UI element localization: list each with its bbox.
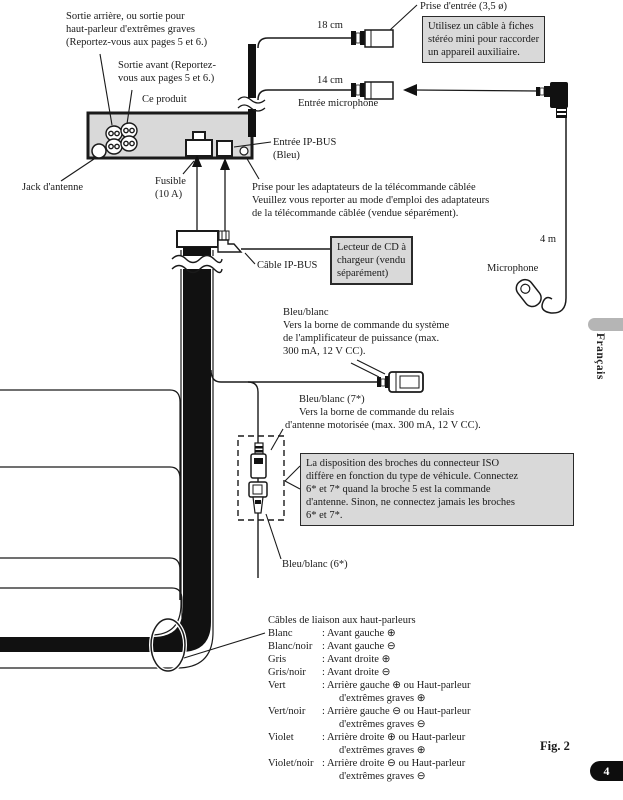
rear-output-label: Sortie arrière, ou sortie pour haut-parleur d'extrêmes graves (Reportez-vous aux pages 5 et 6.) xyxy=(66,11,208,48)
iso-note-box: La disposition des broches du connecteur ISO diffère en fonction du type de véhicule. Connectez 6* et 7* quand la broche 5 est la commande d'antenne. Sinon, ne connectez jamais les broches 6* et 7*. xyxy=(300,453,574,526)
length-4m-label: 4 m xyxy=(540,234,557,245)
figure-label: Fig. 2 xyxy=(540,739,570,753)
ipbus-cable-pointer xyxy=(245,253,255,264)
input-jack-pointer xyxy=(390,5,417,30)
bullet-connector-female xyxy=(249,482,267,513)
harness-cable xyxy=(0,268,211,652)
speaker-row: Violet/noir : Arrière droite ⊖ ou Haut-parleur d'extrêmes graves ⊖ xyxy=(268,758,466,782)
speaker-row: Gris : Avant droite ⊕ xyxy=(268,654,391,665)
remote-adapter-port-icon xyxy=(240,147,248,155)
iso-note-wedge xyxy=(285,466,300,481)
ipbus-cable-label: Câble IP-BUS xyxy=(257,260,318,271)
ipbus-input-label: Entrée IP-BUS (Bleu) xyxy=(273,137,337,161)
fuse-pointer xyxy=(183,161,194,174)
this-product-label: Ce produit xyxy=(142,94,187,105)
relay-label-pointer xyxy=(271,429,283,450)
fuse-label: Fusible (10 A) xyxy=(155,176,186,200)
front-output-label: Sortie avant (Reportez- vous aux pages 5 et 6.) xyxy=(118,60,216,84)
amp-control-label: Bleu/blanc Vers la borne de commande du système de l'amplificateur de puissance (max. 300 mA, 12 V CC). xyxy=(283,307,450,357)
microphone-icon xyxy=(513,276,544,309)
language-tab-bar xyxy=(588,318,623,331)
antenna-pointer xyxy=(61,159,94,181)
speaker-row: Blanc/noir : Avant gauche ⊖ xyxy=(268,641,396,652)
bullet-connector-male xyxy=(251,443,266,478)
microphone-label: Microphone xyxy=(487,263,539,274)
antenna-jack-label: Jack d'antenne xyxy=(22,182,84,193)
left-lead-2 xyxy=(0,467,180,600)
harness-connector-block xyxy=(177,231,218,247)
language-tab-label: Français xyxy=(594,333,606,380)
cable-bundle-bar xyxy=(248,44,256,137)
speaker-row: Violet : Arrière droite ⊕ ou Haut-parleur d'extrêmes graves ⊕ xyxy=(268,732,466,756)
mic-input-label: Entrée microphone xyxy=(298,98,379,109)
ipbus-port-icon xyxy=(217,141,232,156)
page-number: 4 xyxy=(603,763,610,778)
spade-terminal-icon xyxy=(377,372,423,392)
wired-remote-label: Prise pour les adaptateurs de la télécommande câblée Veuillez vous reporter au mode d'emploi des adaptateurs de la télécommande câblée (vendue séparément). xyxy=(252,182,490,219)
left-lead-1 xyxy=(0,390,180,600)
left-lead-3 xyxy=(0,558,180,600)
relay-control-label: Bleu/blanc (7*) Vers la borne de commande du relais d'antenne motorisée (max. 300 mA, 12 V CC). xyxy=(285,394,481,431)
length-18cm-label: 18 cm xyxy=(317,20,343,31)
up-arrowhead xyxy=(220,158,230,170)
main-harness xyxy=(0,231,265,671)
speaker-legend-title: Câbles de liaison aux haut-parleurs xyxy=(268,615,416,626)
head-unit-drawing xyxy=(88,113,252,158)
amp-label-pointer xyxy=(351,363,379,377)
speaker-row: Vert/noir : Arrière gauche ⊖ ou Haut-parleur d'extrêmes graves ⊖ xyxy=(268,706,471,730)
remote-port-pointer xyxy=(246,157,259,179)
aux-plug-icon xyxy=(351,30,393,47)
length-14cm-label: 14 cm xyxy=(317,75,343,86)
mic-cord xyxy=(542,118,566,313)
relay-control-wire xyxy=(248,382,258,578)
aux-lead-18cm xyxy=(258,38,351,48)
speaker-row: Gris/noir : Avant droite ⊖ xyxy=(268,667,391,678)
aux-note-box: Utilisez un câble à fiches stéréo mini pour raccorder un appareil auxiliaire. xyxy=(422,16,545,63)
speaker-row: Vert : Arrière gauche ⊕ ou Haut-parleur d'extrêmes graves ⊕ xyxy=(268,680,471,704)
left-lead-4 xyxy=(0,588,182,628)
blue-white-6-label: Bleu/blanc (6*) xyxy=(282,559,348,570)
ipbus-elbow-connector xyxy=(218,240,241,252)
companion-wire-left xyxy=(151,250,181,635)
cd-player-box: Lecteur de CD à chargeur (vendu séparément) xyxy=(330,236,413,285)
page-number-badge xyxy=(590,761,623,781)
speaker-row: Blanc : Avant gauche ⊕ xyxy=(268,628,396,639)
antenna-jack-icon xyxy=(92,144,106,158)
amp-control-wire xyxy=(211,370,378,382)
blue-white-6-pointer xyxy=(266,514,281,559)
speaker-wire-legend xyxy=(268,614,470,783)
input-jack-label: Prise d'entrée (3,5 ø) xyxy=(420,1,508,12)
mini-plug-icon xyxy=(536,82,568,118)
